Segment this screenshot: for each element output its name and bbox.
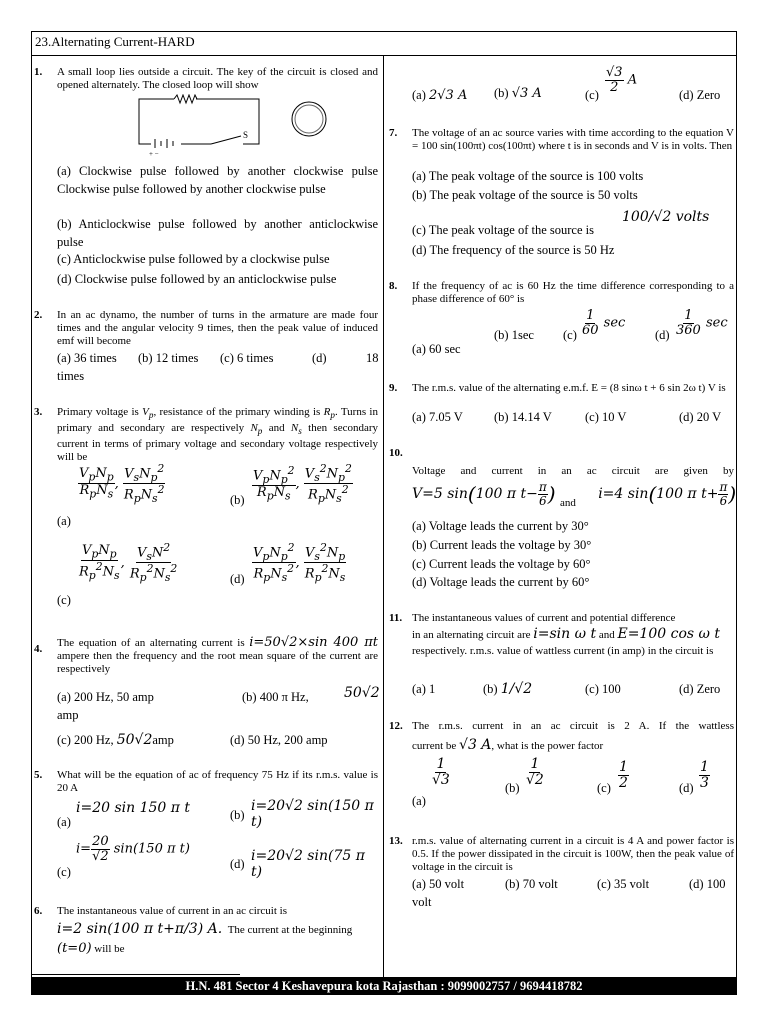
question-text-end: respectively. r.m.s. value of wattless current (in amp) in the circuit is xyxy=(412,645,714,657)
option-d-value: 18 xyxy=(366,351,379,365)
option-b: (b) 70 volt xyxy=(505,877,558,891)
question-number: 9. xyxy=(389,382,398,394)
question-text: r.m.s. value of alternating current in a circuit is 4 A and power factor is 0.5. If the power dissipated in the circuit is 100W, then the peak value of voltage in the circuit is xyxy=(412,835,734,873)
option-b: (b) Anticlockwise pulse followed by another anticlockwise pulse xyxy=(57,217,378,249)
option-a: (a) 2√3 A xyxy=(412,88,468,103)
voltage-current-formula: V=5 sin(100 π t− $\frac{\pi}{6}$ ) $_{and}$ i=4 sin(100 π t+ $\frac{\pi}{6}$ ) xyxy=(412,480,737,510)
option-b-formula: $\frac{1}{√2}$ xyxy=(526,756,544,788)
battery-label: + − xyxy=(149,150,159,158)
question-number: 1. xyxy=(34,66,43,78)
option-a: (a) 1 xyxy=(412,682,436,696)
option-d-continued: times xyxy=(57,369,85,383)
question-text-end: (t=0) will be xyxy=(57,941,125,956)
option-b: (b) xyxy=(230,493,245,507)
option-d: (d) Clockwise pulse followed by an anticlockwise pulse xyxy=(57,272,337,286)
option-c: (c) 100 xyxy=(585,682,621,696)
circuit-diagram xyxy=(137,94,337,158)
option-a: (a) Voltage leads the current by 30° xyxy=(412,519,589,533)
option-b-continued: amp xyxy=(57,708,79,722)
option-a: (a) xyxy=(57,514,71,528)
question-number: 5. xyxy=(34,769,43,781)
option-c: (c) The peak voltage of the source is xyxy=(412,223,594,237)
option-a: (a) 200 Hz, 50 amp xyxy=(57,690,154,704)
option-c: (c) 6 times xyxy=(220,351,274,365)
option-c: (c) 10 V xyxy=(585,410,627,424)
question-text: The voltage of an ac source varies with time according to the equation V = 100 sin(100πt) cos(100πt) where t is in seconds and V is in volts. Then xyxy=(412,127,734,152)
option-c-formula: $\frac{√3}{2}$ A xyxy=(606,65,638,95)
option-d-formula: $\frac{V_pN_p^2}{R_pN_s^2}$ , $\frac{V_s^2N_p}{R_p^2N_s}$ xyxy=(253,541,346,585)
question-text: What will be the equation of ac of frequency 75 Hz if its r.m.s. value is 20 A xyxy=(57,769,378,794)
option-d: (d) xyxy=(679,781,694,795)
option-a: (a) xyxy=(412,794,426,808)
question-text-cont: i=2 sin(100 π t+π/3) A. The current at the beginning xyxy=(57,921,353,937)
option-d: (d) Zero xyxy=(679,88,721,102)
option-d: (d) Zero xyxy=(679,682,721,696)
option-b: (b) xyxy=(505,781,520,795)
question-number: 7. xyxy=(389,127,398,139)
option-b: (b) √3 A xyxy=(494,86,542,101)
option-b-value: 50√2 xyxy=(344,685,380,701)
option-a: (a) 7.05 V xyxy=(412,410,463,424)
option-c: (c) xyxy=(57,593,71,607)
question-text-cont: current be √3 A, what is the power factor xyxy=(412,737,604,753)
option-a: (a) The peak voltage of the source is 100 volts xyxy=(412,169,644,183)
option-d: (d) xyxy=(655,328,670,342)
option-a: (a) Clockwise pulse followed by another clockwise pulse Clockwise pulse followed by another clockwise pulse xyxy=(57,164,378,196)
question-text: Voltage and current in an ac circuit are given by xyxy=(412,465,734,477)
question-text: In an ac dynamo, the number of turns in the armature are made four times and the angular velocity 9 times, then the peak value of induced emf will become xyxy=(57,309,378,347)
question-text: The r.m.s. current in an ac circuit is 2 A. If the wattless xyxy=(412,720,734,732)
option-d-formula: i=20√2 sin(75 π t) xyxy=(251,848,365,880)
switch-label: S xyxy=(243,130,249,140)
question-number: 13. xyxy=(389,835,403,847)
question-number: 3. xyxy=(34,406,43,418)
option-c: (c) xyxy=(585,88,599,102)
option-b: (b) The peak voltage of the source is 50 volts xyxy=(412,188,638,202)
question-number: 12. xyxy=(389,720,403,732)
question-text: The equation of an alternating current is i=50√2×sin 400 πt ampere then the frequency and the root mean square of the current are respectively xyxy=(57,635,379,675)
option-d: (d) 100 xyxy=(689,877,726,891)
question-number: 6. xyxy=(34,905,43,917)
option-c-formula: i= $\frac{20}{√2}$ sin(150 π t) xyxy=(76,834,190,864)
option-a: (a) xyxy=(57,815,71,829)
footer-rule xyxy=(32,974,240,975)
footer-address: H.N. 481 Sector 4 Keshavepura kota Rajasthan : 9099002757 / 9694418782 xyxy=(32,977,736,995)
column-divider xyxy=(383,55,384,977)
option-d: (d) xyxy=(230,857,245,871)
option-a-formula: $\frac{1}{√3}$ xyxy=(432,756,450,788)
option-d: (d) 50 Hz, 200 amp xyxy=(230,733,328,747)
option-a-formula: $\frac{V_pN_p}{R_pN_s}$ , $\frac{V_sN_p^2}{R_pN_s^2}$ xyxy=(79,462,165,506)
option-b: (b) 1sec xyxy=(494,328,534,342)
option-c: (c) xyxy=(563,328,577,342)
question-number: 2. xyxy=(34,309,43,321)
option-b: (b) 14.14 V xyxy=(494,410,552,424)
option-c-formula: $\frac{1}{60}$ sec xyxy=(582,308,626,338)
page-title: 23.Alternating Current-HARD xyxy=(35,34,195,49)
question-text: The instantaneous value of current in an ac circuit is xyxy=(57,905,287,917)
question-text: The r.m.s. value of the alternating e.m.f. E = (8 sinω t + 6 sin 2ω t) V is xyxy=(412,382,726,394)
question-text: A small loop lies outside a circuit. The key of the circuit is closed and opened alternately. The closed loop will show xyxy=(57,66,378,91)
option-d: (d) xyxy=(312,351,327,365)
option-c-formula: 100/√2 volts xyxy=(622,209,710,225)
option-c: (c) xyxy=(57,865,71,879)
header-bar xyxy=(32,31,736,56)
option-d: (d) 20 V xyxy=(679,410,722,424)
option-c-formula: $\frac{V_pN_p}{R_p^2N_s}$ , $\frac{V_sN^2}{R_p^2N_s^2}$ xyxy=(79,541,178,585)
option-c: (c) 200 Hz, 50√2amp xyxy=(57,732,174,748)
question-text: Primary voltage is $V_p$, resistance of the primary winding is $R_p$. Turns in primary and secondary are respectively $N_p$ and $N_s$ then secondary current in terms of primary voltage and secondary voltage respectively will be xyxy=(57,406,379,464)
option-b-formula: $\frac{V_pN_p^2}{R_pN_s}$ , $\frac{V_s^2N_p^2}{R_pN_s^2}$ xyxy=(253,462,352,506)
option-a: (a) 36 times xyxy=(57,351,117,365)
option-d: (d) Voltage leads the current by 60° xyxy=(412,575,590,589)
option-c: (c) Anticlockwise pulse followed by a clockwise pulse xyxy=(57,252,330,266)
option-b: (b) xyxy=(230,808,245,822)
option-b: (b) 12 times xyxy=(138,351,199,365)
option-c: (c) Current leads the voltage by 60° xyxy=(412,557,591,571)
question-number: 11. xyxy=(389,612,403,624)
option-b: (b) Current leads the voltage by 30° xyxy=(412,538,592,552)
option-d: (d) xyxy=(230,572,245,586)
option-c: (c) 35 volt xyxy=(597,877,650,891)
question-text: The instantaneous values of current and potential difference xyxy=(412,612,676,624)
option-b: (b) 400 π Hz, xyxy=(242,690,309,704)
option-d-formula: $\frac{1}{360}$ sec xyxy=(676,308,728,338)
option-a: (a) 50 volt xyxy=(412,877,465,891)
option-d-formula: $\frac{1}{3}$ xyxy=(700,759,709,791)
option-b-formula: i=20√2 sin(150 π t) xyxy=(251,798,374,830)
question-number: 10. xyxy=(389,447,403,459)
question-text: If the frequency of ac is 60 Hz the time difference corresponding to a phase difference of 60° is xyxy=(412,280,734,305)
option-a: (a) 60 sec xyxy=(412,342,461,356)
question-number: 8. xyxy=(389,280,398,292)
question-number: 4. xyxy=(34,643,43,655)
question-text-cont: in an alternating circuit are i=sin ω t and E=100 cos ω t xyxy=(412,626,721,642)
option-a-formula: i=20 sin 150 π t xyxy=(76,800,191,816)
option-c: (c) xyxy=(597,781,611,795)
option-d-continued: volt xyxy=(412,895,432,909)
option-d: (d) The frequency of the source is 50 Hz xyxy=(412,243,615,257)
option-b: (b) 1/√2 xyxy=(483,681,533,697)
option-c-formula: $\frac{1}{2}$ xyxy=(619,759,628,791)
